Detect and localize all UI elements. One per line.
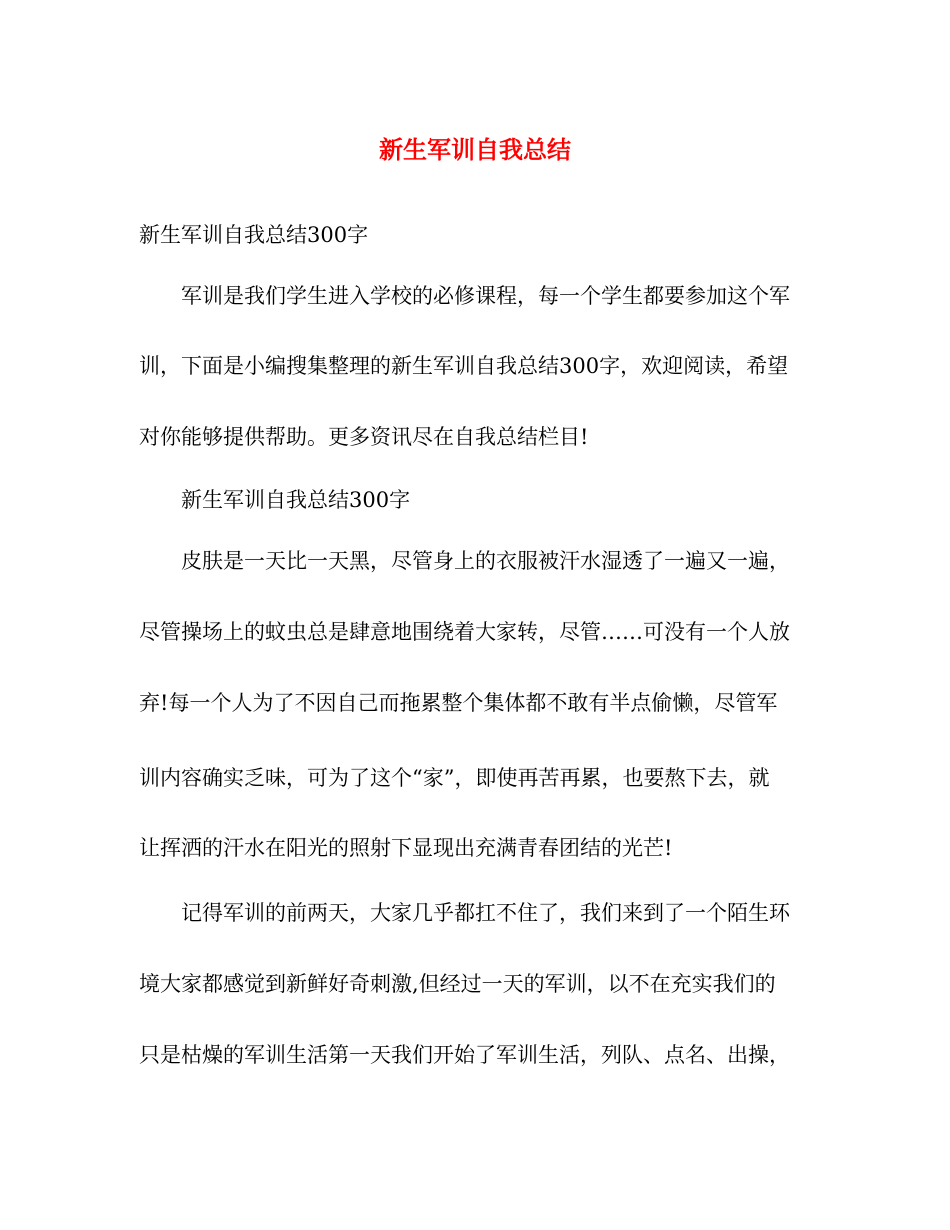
- paragraph-line: 训内容确实乏味，可为了这个“家”，即使再苦再累，也要熬下去，就: [139, 766, 770, 790]
- subtitle-line: 新生军训自我总结300字: [139, 223, 369, 247]
- paragraph-line: 记得军训的前两天，大家几乎都扛不住了，我们来到了一个陌生环: [181, 901, 790, 925]
- paragraph-line: 只是枯燥的军训生活第一天我们开始了军训生活，列队、点名、出操，: [139, 1043, 790, 1067]
- paragraph-line: 对你能够提供帮助。更多资讯尽在自我总结栏目!: [139, 425, 589, 449]
- document-title: 新生军训自我总结: [379, 135, 571, 164]
- paragraph-line: 境大家都感觉到新鲜好奇刺激,但经过一天的军训，以不在充实我们的: [139, 972, 776, 996]
- paragraph-line: 尽管操场上的蚊虫总是肆意地围绕着大家转，尽管……可没有一个人放: [139, 620, 790, 644]
- paragraph-line: 训，下面是小编搜集整理的新生军训自我总结300字，欢迎阅读，希望: [139, 354, 789, 378]
- paragraph-line: 皮肤是一天比一天黑，尽管身上的衣服被汗水湿透了一遍又一遍，: [181, 549, 790, 573]
- section-heading: 新生军训自我总结300字: [181, 488, 411, 512]
- paragraph-line: 让挥洒的汗水在阳光的照射下显现出充满青春团结的光芒!: [139, 836, 673, 860]
- paragraph-line: 弃!每一个人为了不因自己而拖累整个集体都不敢有半点偷懒，尽管军: [139, 691, 778, 715]
- paragraph-line: 军训是我们学生进入学校的必修课程，每一个学生都要参加这个军: [181, 284, 790, 308]
